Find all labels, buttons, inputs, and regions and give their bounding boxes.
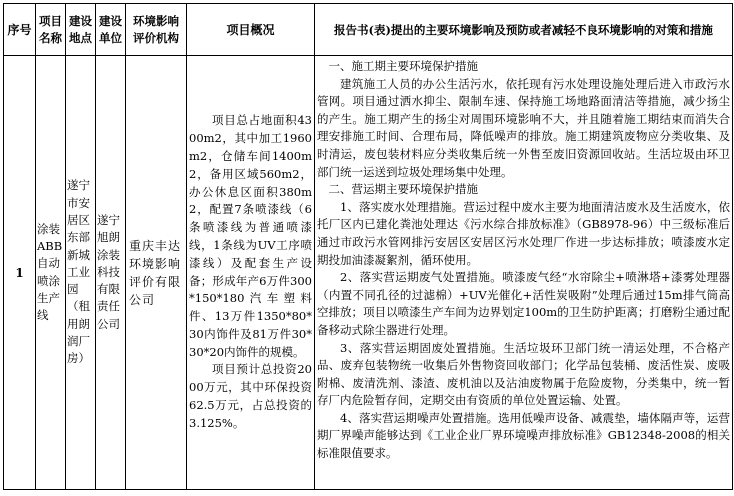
measures-noise: 4、落实营运期噪声处置措施。选用低噪声设备、减震垫，墙体隔声等，运营期厂界噪声能够达到《工业企业厂界环境噪声排放标准》GB12348-2008的相关标准限值要求。 [317, 410, 730, 461]
header-agency: 环境影响评价机构 [126, 4, 187, 56]
header-project-name: 项目名称 [36, 4, 66, 56]
row-unit: 遂宁旭朗涂装科技有限责任公司 [96, 56, 126, 490]
row-agency: 重庆丰达环境影响评价有限公司 [126, 56, 187, 490]
overview-paragraph-2: 项目预计总投资2000万元，其中环保投资62.5万元，占总投资的3.125%。 [189, 362, 312, 430]
header-row [4, 4, 733, 56]
measures-construction-text: 建筑施工人员的办公生活污水，依托现有污水处理设施处理后进入市政污水管网。项目通过洒水抑尘、限制车速、保持施工场地路面清洁等措施，减少扬尘的产生。施工期产生的扬尘对周围环境影响不大，并且随着施工期结束而消失合理安排施工时间、合理布局，降低噪声的排放。施工期建筑废物应分类收集、及时清运，废包装材料应分类收集后统一外售至废旧资源回收站。生活垃圾由环卫部门统一运送到垃圾处理场集中处理。 [317, 76, 730, 179]
header-overview: 项目概况 [187, 4, 315, 56]
measures-solid-waste: 3、落实营运期固废处置措施。生活垃圾环卫部门统一清运处理，不合格产品、废弃包装物统一收集后外售物资回收部门；化学品包装桶、废活性炭、废吸附棉、废清洗剂、漆渣、废机油以及沾油废物属于危险废物，分类集中，统一暂存厂内危险暂存间，定期交由有资质的单位处置运输、处置。 [317, 340, 730, 408]
row-location: 遂宁市安居区东部新城工业园（租用朗润厂房） [66, 56, 96, 490]
row-project-name: 涂装ABB自动喷涂生产线 [36, 56, 66, 490]
header-measures: 报告书(表)提出的主要环境影响及预防或者减轻不良环境影响的对策和措施 [315, 4, 733, 56]
header-location: 建设地点 [66, 4, 96, 56]
table-row [4, 56, 733, 490]
row-seq: 1 [4, 56, 36, 490]
measures-exhaust-gas: 2、落实营运期废气处置措施。喷漆废气经“水帘除尘+喷淋塔+漆雾处理器（内置不同孔径的过滤棉）+UV光催化+活性炭吸附”处理后通过15m排气筒高空排放；项目以喷漆生产车间为边界划定100m的卫生防护距离；打磨粉尘通过配备移动式除尘器进行处理。 [317, 270, 730, 337]
measures-heading-operation: 二、营运期主要环境保护措施 [328, 182, 478, 197]
row-overview [187, 56, 315, 490]
eia-table [3, 3, 733, 490]
header-seq: 序号 [4, 4, 36, 56]
header-unit: 建设单位 [96, 4, 126, 56]
measures-heading-construction: 一、施工期主要环境保护措施 [328, 59, 478, 73]
measures-wastewater: 1、落实废水处理措施。营运过程中废水主要为地面清洁废水及生活废水，依托厂区内已建化粪池处理达《污水综合排放标准》（GB8978-96）中三级标准后通过市政污水管网排污安居区安居区污水处理厂作进一步达标排放；喷漆废水定期投加油漆凝絮剂，循环使用。 [317, 199, 730, 267]
row-measures [315, 56, 733, 490]
overview-paragraph-1: 项目总占地面积4300m2，其中加工1960m2，仓储车间1400m2，备用区域560m2，办公休息区面积380m2，配置7条喷漆线（6条喷漆线为普通喷漆线，1条线为UV工序喷漆线）及配套生产设备；形成年产6万件300*150*180汽车塑料件、13万件1350*80*30内饰件及81万件30*30*20内饰件的规模。 [189, 113, 312, 359]
